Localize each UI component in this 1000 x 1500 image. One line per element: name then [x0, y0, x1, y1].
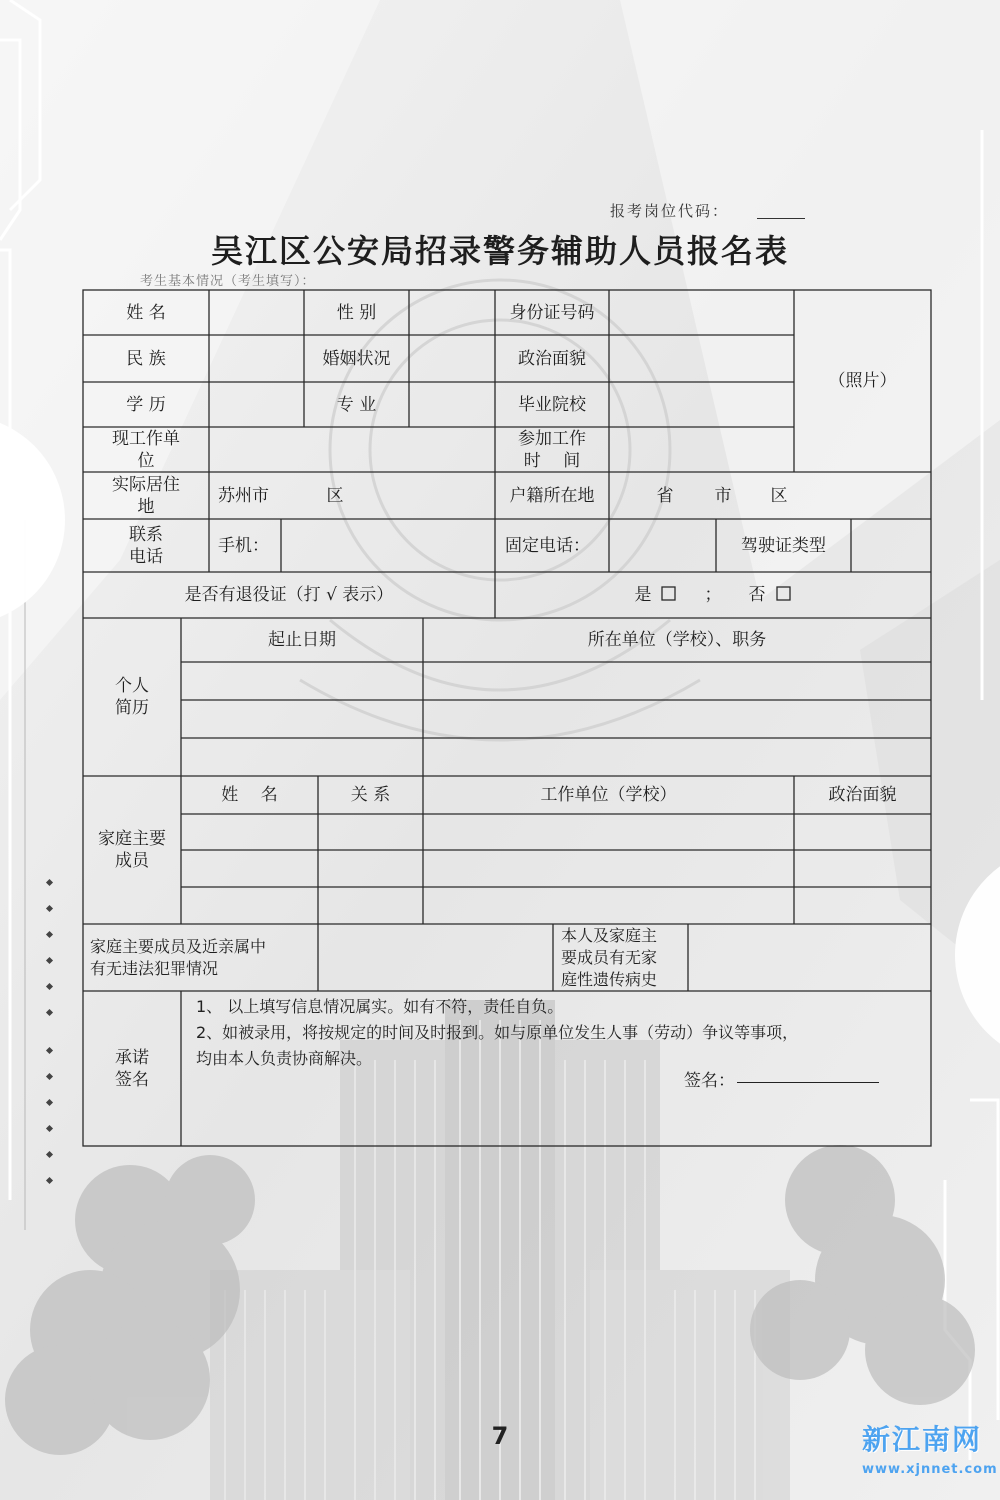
name-field[interactable]: [209, 290, 304, 335]
label-work-start-line2: 时 间: [523, 450, 581, 471]
resume-entries[interactable]: [181, 662, 931, 776]
residence-district-label: 区: [326, 485, 344, 506]
crime-record-field[interactable]: [318, 924, 553, 991]
hukou-district-label: 区: [770, 485, 788, 506]
site-watermark-url: www.xjnnet.com: [862, 1462, 998, 1477]
education-field[interactable]: [209, 382, 304, 427]
label-current-employer-line2: 位: [137, 450, 155, 471]
family-col-political: 政治面貌: [828, 785, 897, 805]
work-start-field[interactable]: [609, 427, 794, 472]
major-field[interactable]: [409, 382, 495, 427]
label-family-line1: 家庭主要: [98, 829, 166, 849]
label-current-employer: [83, 427, 209, 472]
veteran-no-checkbox-hit[interactable]: [775, 585, 792, 602]
form-subtitle: 考生基本情况（考生填写）：: [140, 274, 316, 289]
label-pledge-line1: 承诺: [115, 1047, 149, 1068]
label-resume-line2: 简历: [115, 698, 149, 718]
license-type-field[interactable]: [851, 519, 931, 572]
label-family: [83, 776, 181, 924]
resume-col-dates: 起止日期: [268, 630, 336, 650]
label-work-start: [495, 427, 609, 472]
label-hukou: 户籍所在地: [509, 485, 595, 506]
label-resume: [83, 618, 181, 776]
page-number: 7: [491, 1422, 509, 1450]
hereditary-disease-field[interactable]: [688, 924, 931, 991]
pledge-text: [192, 994, 927, 1072]
graduate-school-field[interactable]: [609, 382, 794, 427]
marital-status-field[interactable]: [409, 335, 495, 382]
label-crime-line2: 有无违法犯罪情况: [90, 958, 219, 978]
label-disease-line3: 庭性遗传病史: [561, 969, 658, 989]
label-hereditary-disease: [561, 924, 688, 991]
label-major: 专 业: [336, 394, 377, 415]
family-col-work: 工作单位（学校）: [540, 785, 677, 805]
gender-field[interactable]: [409, 290, 495, 335]
label-crime-record: [90, 924, 318, 991]
veteran-yes-checkbox-hit[interactable]: [660, 585, 677, 602]
position-code-label: 报考岗位代码：: [610, 202, 730, 220]
veteran-yes-label: 是: [634, 585, 652, 605]
label-disease-line2: 要成员有无家: [561, 947, 658, 967]
hukou-city-label: 市: [714, 485, 732, 506]
landline-field[interactable]: [609, 519, 716, 572]
page-title: 吴江区公安局招录警务辅助人员报名表: [210, 232, 789, 270]
veteran-no-label: 否: [748, 585, 766, 605]
mobile-field[interactable]: [281, 519, 495, 572]
residence-city-label: 苏州市: [218, 485, 269, 506]
label-pledge-line2: 签名: [115, 1069, 149, 1090]
veteran-separator: ；: [704, 585, 722, 605]
pledge-line-1: 1、 以上填写信息情况属实。如有不符，责任自负。: [196, 997, 564, 1016]
pledge-line-2: 2、如被录用，将按规定的时间及时报到。如与原单位发生人事（劳动）争议等事项，: [196, 1023, 799, 1042]
label-license-type: 驾驶证类型: [741, 535, 826, 556]
id-number-field[interactable]: [609, 290, 794, 335]
family-col-name: 姓 名: [221, 785, 278, 805]
label-contact-phone-line1: 联系: [129, 524, 163, 545]
label-education: 学 历: [126, 394, 166, 415]
family-entries[interactable]: [181, 814, 931, 924]
label-disease-line1: 本人及家庭主: [561, 925, 658, 945]
resume-col-unit: 所在单位（学校）、职务: [587, 630, 767, 650]
pledge-line-3: 均由本人负责协商解决。: [196, 1049, 373, 1068]
label-marital-status: 婚姻状况: [322, 348, 391, 369]
label-work-start-line1: 参加工作: [518, 428, 586, 449]
label-current-employer-line1: 现工作单: [112, 428, 180, 449]
hukou-province-label: 省: [656, 485, 674, 506]
label-contact-phone: [83, 519, 209, 572]
ethnicity-field[interactable]: [209, 335, 304, 382]
signature-line[interactable]: [737, 1082, 879, 1083]
veteran-question: 是否有退役证（打 √ 表示）: [184, 585, 394, 605]
label-id-number: 身份证号码: [509, 302, 595, 323]
label-name: 姓 名: [126, 302, 166, 323]
site-watermark-logo: 新江南网: [862, 1423, 983, 1456]
label-residence-line1: 实际居住: [112, 474, 180, 495]
label-resume-line1: 个人: [115, 676, 149, 696]
label-residence: [83, 472, 209, 519]
label-contact-phone-line2: 电话: [129, 546, 163, 567]
label-political-status: 政治面貌: [518, 348, 586, 369]
current-employer-field[interactable]: [209, 427, 495, 472]
label-graduate-school: 毕业院校: [518, 394, 586, 415]
label-landline: 固定电话：: [505, 535, 590, 556]
label-mobile: 手机：: [218, 535, 269, 556]
label-family-line2: 成员: [115, 851, 149, 871]
label-pledge: [83, 991, 181, 1146]
political-status-field[interactable]: [609, 335, 794, 382]
signature-label: 签名：: [684, 1071, 735, 1091]
label-crime-line1: 家庭主要成员及近亲属中: [90, 936, 267, 956]
label-ethnicity: 民 族: [126, 348, 166, 369]
label-gender: 性 别: [336, 302, 377, 323]
label-residence-line2: 地: [137, 496, 155, 517]
family-col-relation: 关 系: [350, 785, 391, 805]
photo-box[interactable]: （照片）: [828, 371, 897, 391]
